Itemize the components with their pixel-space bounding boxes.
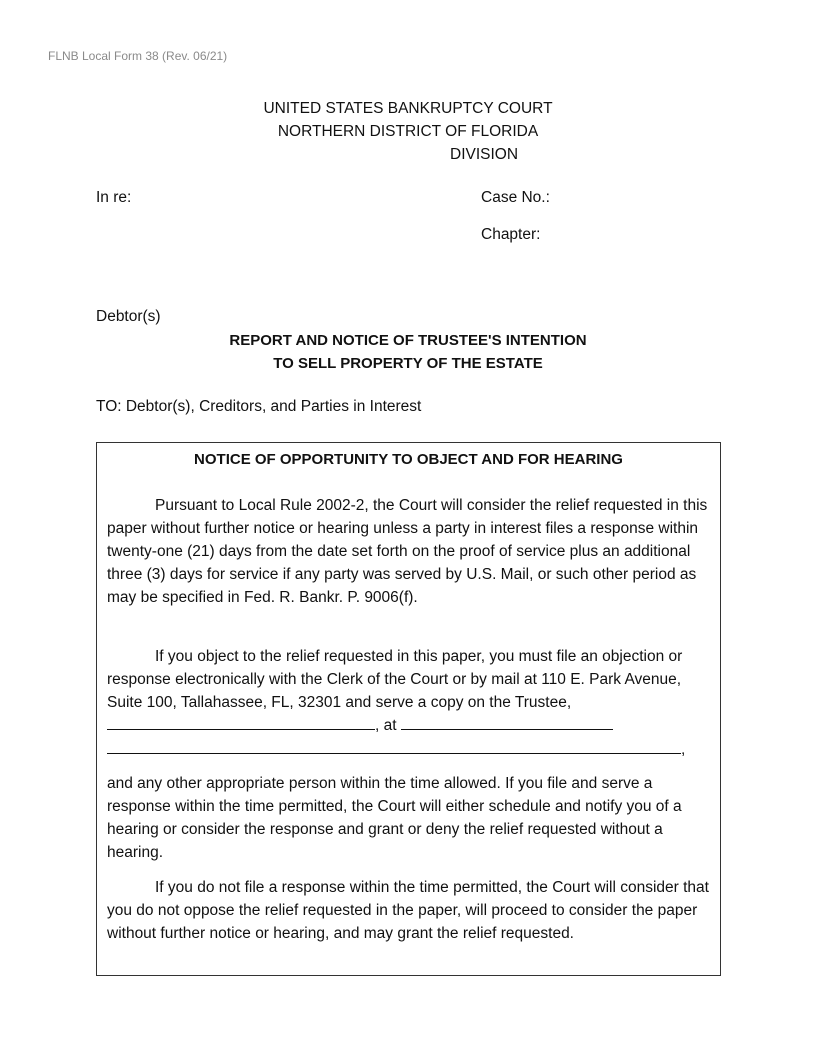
notice-box [96,442,721,976]
notice-paragraph-2-continued: and any other appropriate person within the time allowed. If you file and serve a response within the time permitted, the Court will either schedule and notify you of a hearing or consider the response and grant or deny the relief requested without a hearing. [107,775,682,861]
notice-paragraph-2 [107,645,713,737]
trustee-address-blank-2 [107,739,681,754]
notice-heading: NOTICE OF OPPORTUNITY TO OBJECT AND FOR HEARING [194,451,623,468]
document-title-line1: REPORT AND NOTICE OF TRUSTEE'S INTENTION [229,332,587,349]
trustee-address-blank [401,715,613,730]
case-number-label: Case No.: [481,189,550,206]
form-identifier: FLNB Local Form 38 (Rev. 06/21) [48,49,228,63]
document-title-line2: TO SELL PROPERTY OF THE ESTATE [273,355,543,372]
comma-text: , [681,741,686,758]
chapter-label: Chapter: [481,226,541,243]
court-district-line: NORTHERN DISTRICT OF FLORIDA [277,123,539,140]
debtors-label: Debtor(s) [96,308,161,325]
at-text: , at [375,717,397,734]
trustee-name-blank [107,715,375,730]
recipients-line: TO: Debtor(s), Creditors, and Parties in Interest [96,398,422,415]
paragraph-2-text: If you object to the relief requested in this paper, you must file an objection or response electronically with the Clerk of the Court or by mail at 110 E. Park Avenue, Suite 100, Tallahassee, FL, 32301 and serve a copy on the Trustee, [107,648,683,711]
court-name-line: UNITED STATES BANKRUPTCY COURT [263,100,553,117]
notice-paragraph-3: If you do not file a response within the time permitted, the Court will consider that you do not oppose the relief requested in the paper, will proceed to consider the paper without further notice or hearing, and may grant the relief requested. [107,879,709,942]
in-re-label: In re: [96,189,132,206]
address-line-row [107,738,713,761]
court-division-label: DIVISION [450,146,519,163]
notice-paragraph-1: Pursuant to Local Rule 2002-2, the Court will consider the relief requested in this paper without further notice or hearing unless a party in interest files a response within twenty-one (21) days from the date set forth on the proof of service plus an additional three (3) days for service if any party was served by U.S. Mail, or such other period as may be specified in Fed. R. Bankr. P. 9006(f). [107,497,708,606]
